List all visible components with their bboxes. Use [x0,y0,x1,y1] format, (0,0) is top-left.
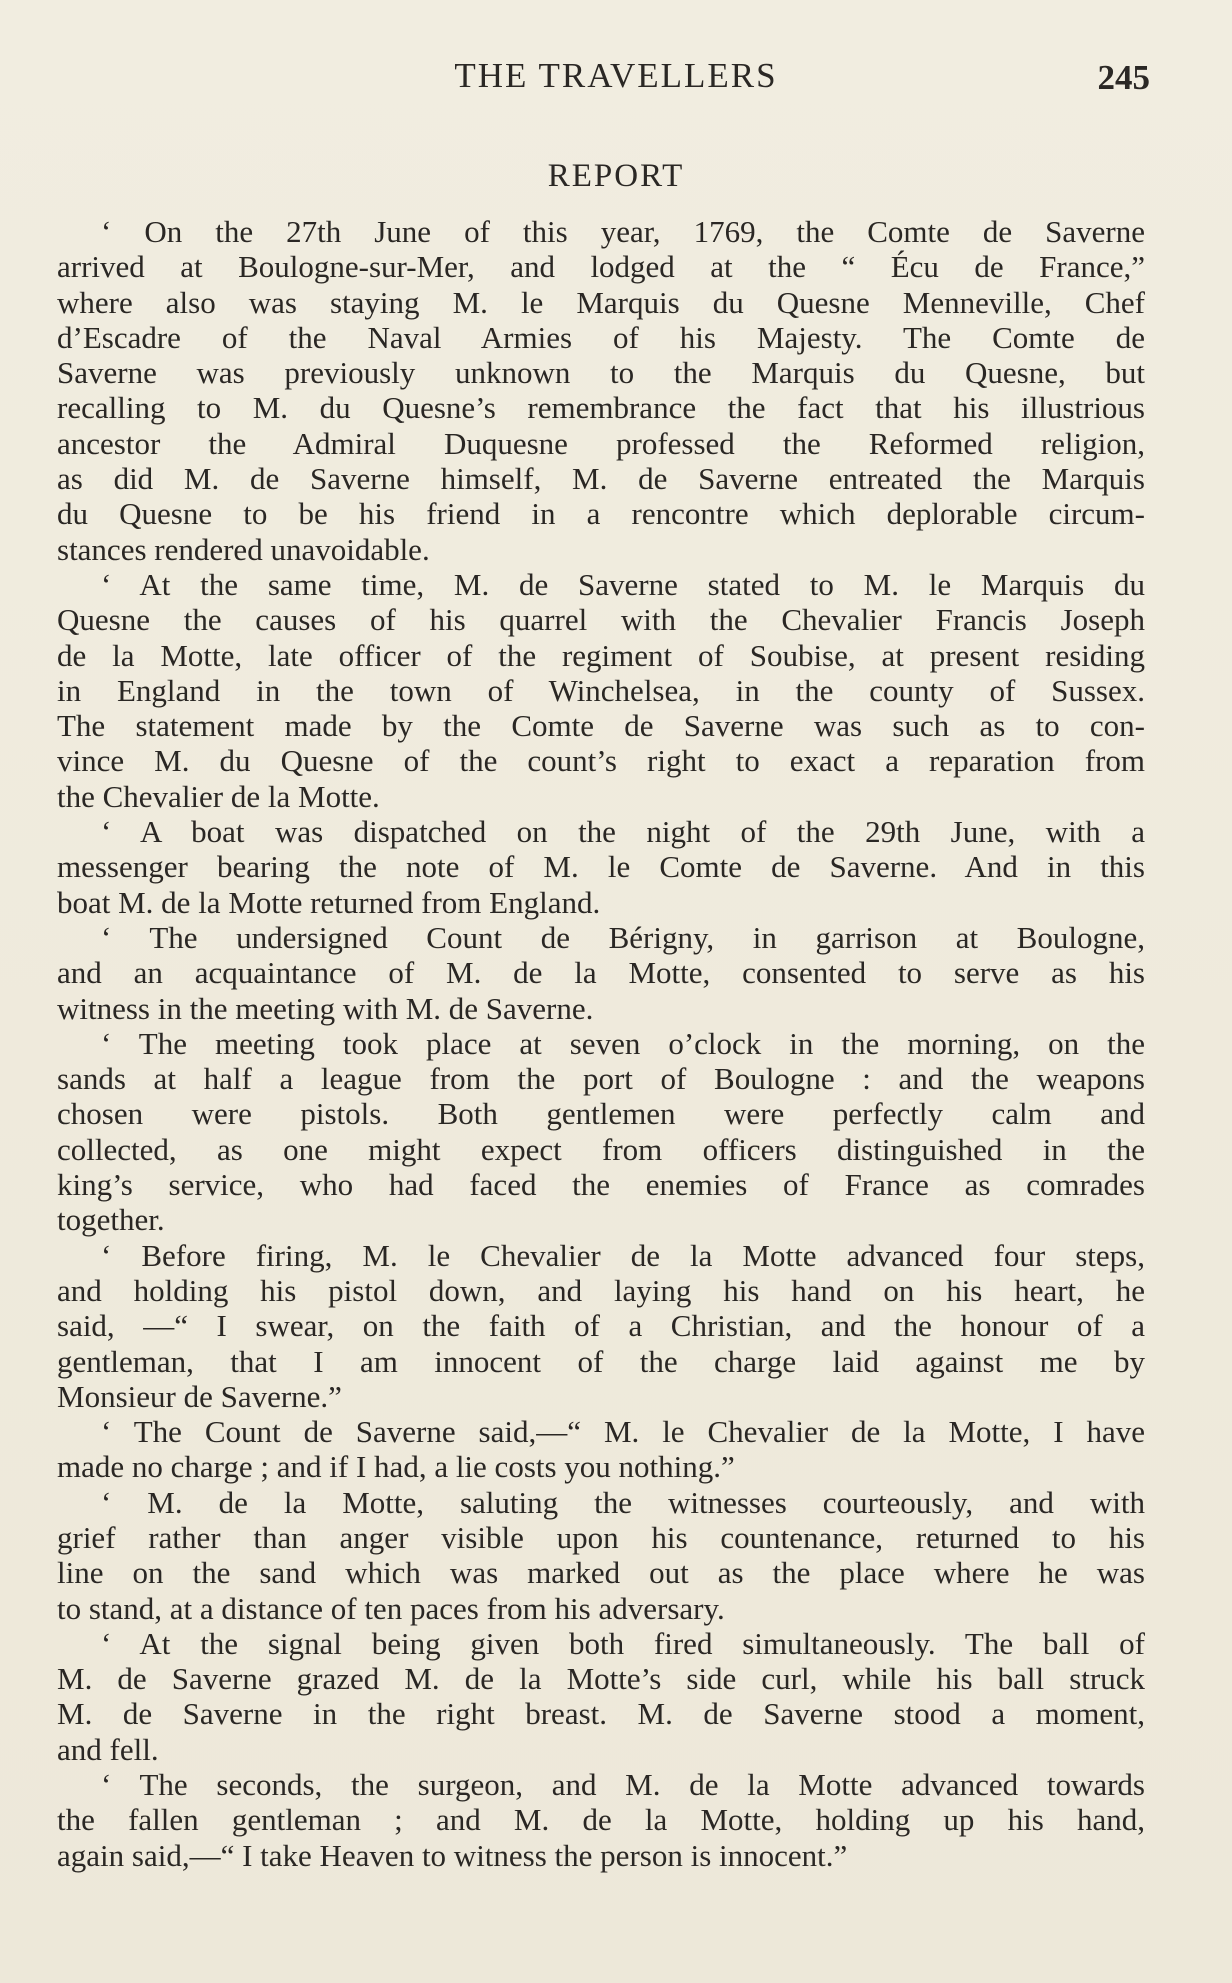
text-line: chosen were pistols. Both gentlemen were perfectly calm and [57,1096,1145,1132]
text-line: the Chevalier de la Motte. [57,778,380,814]
text-line: de la Motte, late officer of the regiment of Soubise, at present residing [57,637,1145,673]
text-line: gentleman, that I am innocent of the charge laid against me by [57,1343,1145,1379]
text-line: ‘ Before firing, M. le Chevalier de la Motte advanced four steps, [101,1237,1145,1273]
text-line: recalling to M. du Quesne’s remembrance the fact that his illustrious [57,390,1145,426]
text-line: vince M. du Quesne of the count’s right to exact a reparation from [57,743,1145,779]
paragraph [57,1414,1145,1485]
running-head [0,52,1232,102]
text-line: again said,—“ I take Heaven to witness the person is innocent.” [57,1837,848,1873]
text-line: Saverne was previously unknown to the Marquis du Quesne, but [57,355,1145,391]
text-line: ‘ M. de la Motte, saluting the witnesses courteously, and with [101,1484,1145,1520]
text-line: and fell. [57,1731,159,1767]
running-title: THE TRAVELLERS [454,56,778,95]
text-line: line on the sand which was marked out as the place where he was [57,1555,1145,1591]
text-line: where also was staying M. le Marquis du Quesne Menneville, Chef [57,284,1145,320]
text-line: ‘ The seconds, the surgeon, and M. de la Motte advanced towards [101,1767,1145,1803]
text-line: to stand, at a distance of ten paces from his adversary. [57,1590,725,1626]
text-line: together. [57,1202,165,1238]
paragraph [57,1626,1145,1767]
paragraph [57,1485,1145,1626]
paragraph [57,1767,1145,1873]
text-line: M. de Saverne grazed M. de la Motte’s side curl, while his ball struck [57,1661,1145,1697]
paragraph [57,920,1145,1026]
section-title: REPORT [547,158,685,194]
text-line: ‘ The undersigned Count de Bérigny, in garrison at Boulogne, [101,919,1145,955]
text-line: said, —“ I swear, on the faith of a Christian, and the honour of a [57,1308,1145,1344]
paragraph [57,1238,1145,1414]
text-line: witness in the meeting with M. de Saverne. [57,990,594,1026]
text-line: the fallen gentleman ; and M. de la Motte, holding up his hand, [57,1802,1145,1838]
text-line: ‘ At the same time, M. de Saverne stated to M. le Marquis du [101,566,1145,602]
body-text [57,214,1145,1873]
text-line: ancestor the Admiral Duquesne professed the Reformed religion, [57,425,1145,461]
text-line: Monsieur de Saverne.” [57,1378,342,1414]
text-line: made no charge ; and if I had, a lie costs you nothing.” [57,1449,735,1485]
text-line: and an acquaintance of M. de la Motte, consented to serve as his [57,955,1145,991]
text-line: messenger bearing the note of M. le Comte de Saverne. And in this [57,849,1145,885]
text-line: Quesne the causes of his quarrel with the Chevalier Francis Joseph [57,602,1145,638]
text-line: M. de Saverne in the right breast. M. de Saverne stood a moment, [57,1696,1145,1732]
text-line: grief rather than anger visible upon his countenance, returned to his [57,1519,1145,1555]
paragraph [57,567,1145,814]
text-line: arrived at Boulogne-sur-Mer, and lodged at the “ Écu de France,” [57,249,1145,285]
paragraph [57,814,1145,920]
text-line: stances rendered unavoidable. [57,531,430,567]
text-line: in England in the town of Winchelsea, in the county of Sussex. [57,672,1145,708]
text-line: ‘ A boat was dispatched on the night of the 29th June, with a [101,814,1145,850]
text-line: The statement made by the Comte de Saverne was such as to con- [57,708,1145,744]
page-number: 245 [1097,58,1150,97]
text-line: ‘ At the signal being given both fired simultaneously. The ball of [101,1625,1145,1661]
text-line: king’s service, who had faced the enemies of France as comrades [57,1167,1145,1203]
text-line: collected, as one might expect from officers distinguished in the [57,1131,1145,1167]
text-line: ‘ The Count de Saverne said,—“ M. le Chevalier de la Motte, I have [101,1414,1145,1450]
paragraph [57,1026,1145,1238]
text-line: sands at half a league from the port of Boulogne : and the weapons [57,1061,1145,1097]
text-line: and holding his pistol down, and laying his hand on his heart, he [57,1272,1145,1308]
text-line: boat M. de la Motte returned from England. [57,884,601,920]
paragraph [57,214,1145,567]
text-line: du Quesne to be his friend in a rencontre which deplorable circum- [57,496,1145,532]
text-line: d’Escadre of the Naval Armies of his Majesty. The Comte de [57,319,1145,355]
text-line: as did M. de Saverne himself, M. de Saverne entreated the Marquis [57,461,1145,497]
text-line: ‘ The meeting took place at seven o’clock in the morning, on the [101,1025,1145,1061]
text-line: ‘ On the 27th June of this year, 1769, the Comte de Saverne [101,214,1145,249]
